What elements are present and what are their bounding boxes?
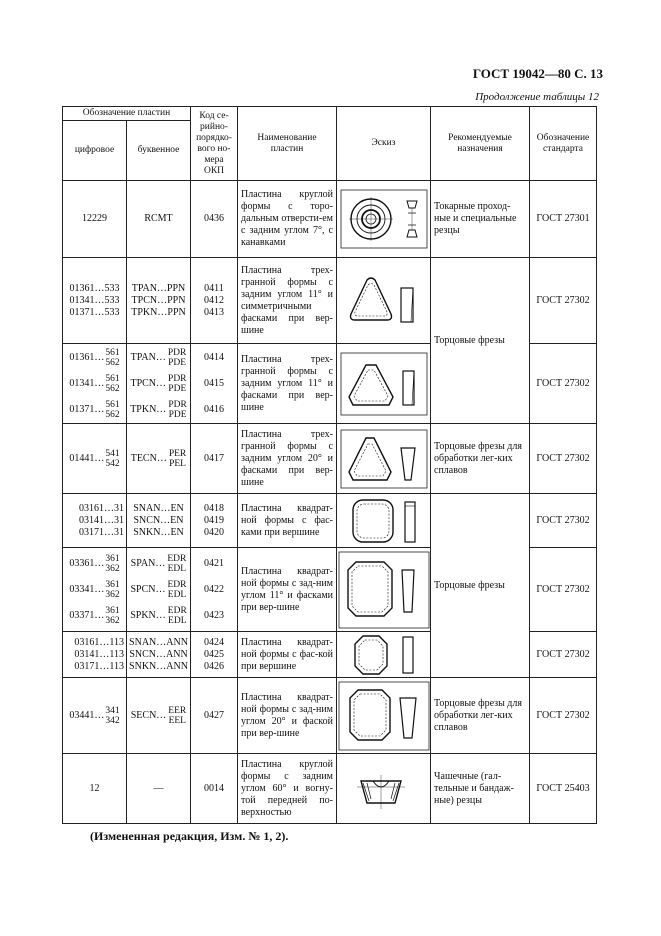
digital-header: цифровое	[63, 121, 127, 181]
table-row: 12 — 0014 Пластина круглой формы с задним углом 60° и вогну-той передней по-верхностью Чашечные (гал-тельные и бандаж-ные) резцы ГОСТ 25403	[63, 754, 597, 824]
sketch-header: Эскиз	[337, 107, 431, 181]
table-row: 01361…533 01341…533 01371…533 TPAN…PPN TPCN…PPN TPKN…PPN 0411 0412 0413 Пластина трех-гранной формы с задним углом 11° и симметричными фасками при вер-шине Торцовые фрезы ГОСТ 27302	[63, 258, 597, 344]
table-row: 01441… 541 542 TECN… PER PEL 0417 Пластина трех-гранной формы с задним углом 20° и фасками при вер-шине Торцовые фрезы для обработки лег-ких сплавов ГОСТ 27302	[63, 424, 597, 494]
sketch-round-plate	[337, 181, 431, 258]
sketch-square-11deg	[337, 548, 431, 632]
sketch-square-20deg	[337, 678, 431, 754]
sketch-cup-plate	[337, 754, 431, 824]
table-continuation: Продолжение таблицы 12	[475, 91, 599, 103]
sketch-triangle-chamfered	[337, 344, 431, 424]
sketch-triangle-symmetric	[337, 258, 431, 344]
page-header: ГОСТ 19042—80 С. 13	[472, 66, 603, 81]
name-header: Наименование пластин	[238, 107, 337, 181]
sketch-triangle-20deg	[337, 424, 431, 494]
okp-header: Код се- рийно- порядко- вого но- мера ОКП	[191, 107, 238, 181]
table-row: 12229 RCMT 0436 Пластина круглой формы с торо-дальным отверсти-ем с задним углом 7°, с канавками Токарные проход-ные и специальные резцы ГОСТ 27301	[63, 181, 597, 258]
table-row: 03441… 341 342 SECN… EER EEL 0427 Пластина квадрат-ной формы с зад-ним углом 20° и фаской при вер-шине Торцовые фрезы для обработки лег-ких сплавов ГОСТ 27302	[63, 678, 597, 754]
table-row: 03161…31 03141…31 03171…31 SNAN…EN SNCN…EN SNKN…EN 0418 0419 0420 Пластина квадрат-ной формы с фас-ками при вершине Торцовые фрезы ГОСТ 27302	[63, 494, 597, 548]
designation-header: Обозначение пластин	[63, 107, 191, 121]
sketch-square-single-chamfer	[337, 632, 431, 678]
table-row: 03361… 361 362 03341… 361 362 03371… 361 362 SPAN… EDR EDL SPCN… EDR EDL SPKN… EDR EDL 0421 0422 0423 Пластина квадрат-ной формы с зад-ним углом 11° и фасками при вер-шине ГОСТ 27302	[63, 548, 597, 632]
sketch-square-chamfered	[337, 494, 431, 548]
letter-header: буквенное	[127, 121, 191, 181]
plates-table	[62, 106, 597, 824]
purpose-header: Рекомендуемые назначения	[431, 107, 530, 181]
amendment-note: (Измененная редакция, Изм. № 1, 2).	[90, 829, 289, 843]
table-row: 01361… 561 562 01341… 561 562 01371… 561 562 TPAN… PDR PDE TPCN… PDR PDE TPKN… PDR PDE 0414 0415 0416 Пластина трех-гранной формы с задним углом 11° и фасками при вер-шине ГОСТ 27302	[63, 344, 597, 424]
table-row: 03161…113 03141…113 03171…113 SNAN…ANN SNCN…ANN SNKN…ANN 0424 0425 0426 Пластина квадрат-ной формы с фас-кой при вершине ГОСТ 27302	[63, 632, 597, 678]
standard-header: Обозначение стандарта	[530, 107, 597, 181]
